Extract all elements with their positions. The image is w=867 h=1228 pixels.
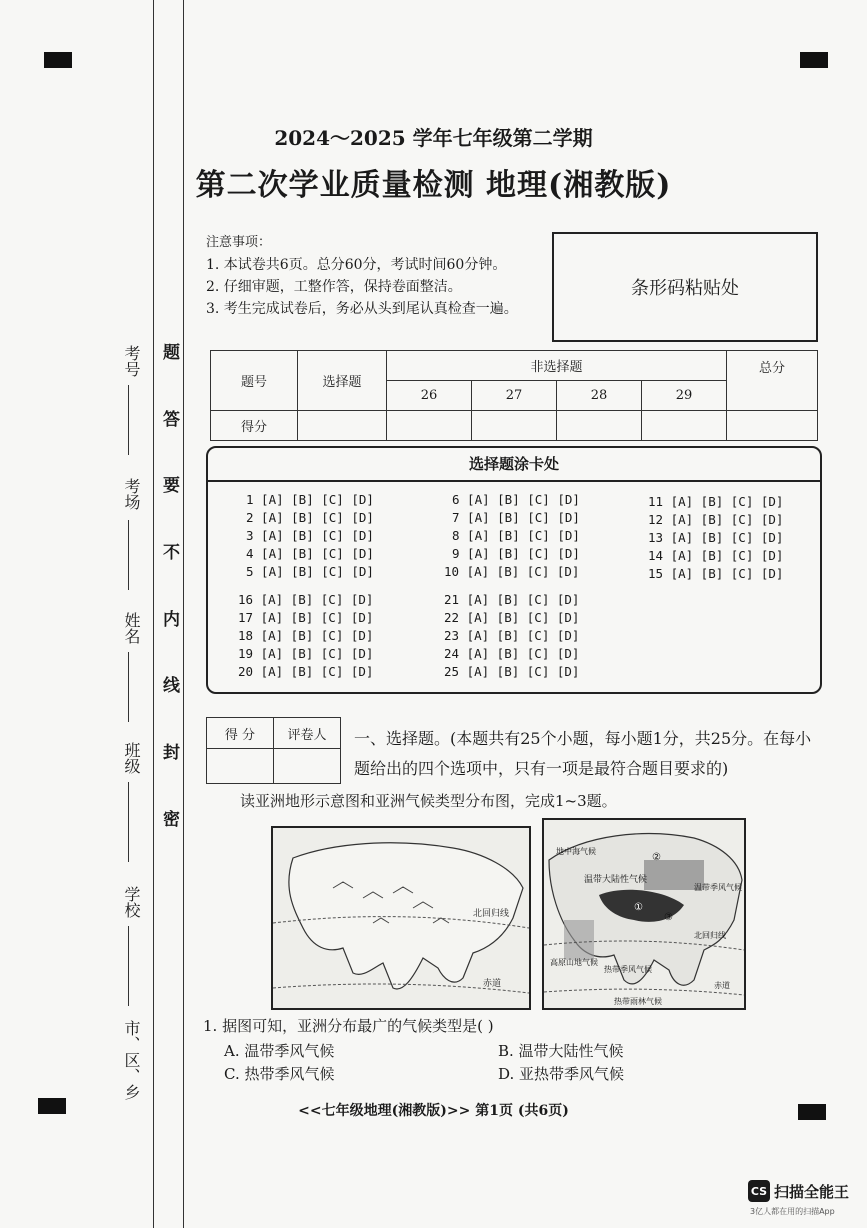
map-label-highland: 高原山地气候 <box>550 958 598 967</box>
option-b[interactable]: B. 温带大陆性气候 <box>498 1042 624 1060</box>
map-label-mediterranean: 地中海气候 <box>556 847 596 856</box>
label-exam-number: 考号 <box>122 345 141 377</box>
seal-char: 要 <box>159 476 179 493</box>
q-number: 28 <box>557 381 642 411</box>
answer-row[interactable]: 10 [A] [B] [C] [D] <box>444 564 580 579</box>
label-exam-room: 考场 <box>122 478 141 510</box>
notes-item: 1. 本试卷共6页。总分60分，考试时间60分钟。 <box>206 257 507 273</box>
registration-mark-top-right <box>800 52 828 68</box>
answer-row[interactable]: 20 [A] [B] [C] [D] <box>238 664 374 679</box>
header-question-no: 题号 <box>211 351 298 411</box>
scanner-slogan: 3亿人都在用的扫描App <box>750 1207 835 1216</box>
barcode-area <box>552 232 818 342</box>
exam-year-line: 2024～2025 学年七年级第二学期 <box>274 126 593 150</box>
answer-row[interactable]: 15 [A] [B] [C] [D] <box>648 566 784 581</box>
seal-char: 内 <box>159 610 179 627</box>
score-table <box>210 350 818 441</box>
map-label-tropical-monsoon: 热带季风气候 <box>604 965 652 974</box>
exam-number-field[interactable] <box>128 385 129 455</box>
map-label-temperate-monsoon: 温带季风气候 <box>694 883 742 892</box>
seal-char: 题 <box>159 343 179 360</box>
option-d[interactable]: D. 亚热带季风气候 <box>498 1065 625 1083</box>
notes-block <box>206 232 518 320</box>
exam-room-field[interactable] <box>128 520 129 590</box>
seal-char: 密 <box>159 810 179 827</box>
grader-table <box>206 717 341 784</box>
map-marker-2: ② <box>652 852 661 863</box>
map-marker-1: ① <box>634 902 643 913</box>
answer-row[interactable]: 25 [A] [B] [C] [D] <box>444 664 580 679</box>
answer-row[interactable]: 16 [A] [B] [C] [D] <box>238 592 374 607</box>
answer-row[interactable]: 13 [A] [B] [C] [D] <box>648 530 784 545</box>
grader-score-label: 得 分 <box>207 718 274 749</box>
seal-char: 不 <box>159 543 179 560</box>
map-label-tropic-right: 北回归线 <box>694 931 726 940</box>
answer-row[interactable]: 9 [A] [B] [C] [D] <box>452 546 580 561</box>
notes-heading: 注意事项： <box>206 235 272 250</box>
notes-item: 2. 仔细审题，工整作答，保持卷面整洁。 <box>206 279 462 295</box>
asia-terrain-map <box>271 826 531 1010</box>
grader-score-cell[interactable] <box>207 749 274 784</box>
label-district: 市、区、乡 <box>122 1020 141 1100</box>
option-c[interactable]: C. 热带季风气候 <box>224 1065 335 1083</box>
grader-name-label: 评卷人 <box>274 718 341 749</box>
label-name: 姓名 <box>122 612 141 644</box>
answer-row[interactable]: 2 [A] [B] [C] [D] <box>246 510 374 525</box>
answer-row[interactable]: 1 [A] [B] [C] [D] <box>246 492 374 507</box>
scanner-watermark <box>748 1180 849 1202</box>
class-field[interactable] <box>128 782 129 862</box>
map-label-tropical-rainforest: 热带雨林气候 <box>614 997 662 1006</box>
answer-row[interactable]: 18 [A] [B] [C] [D] <box>238 628 374 643</box>
answer-row[interactable]: 4 [A] [B] [C] [D] <box>246 546 374 561</box>
map-label-temperate-continental: 温带大陆性气候 <box>584 875 648 885</box>
answer-row[interactable]: 21 [A] [B] [C] [D] <box>444 592 580 607</box>
option-a[interactable]: A. 温带季风气候 <box>224 1042 335 1060</box>
label-school: 学校 <box>122 886 141 918</box>
q-number: 26 <box>387 381 472 411</box>
answer-row[interactable]: 23 [A] [B] [C] [D] <box>444 628 580 643</box>
score-cell[interactable] <box>472 411 557 441</box>
header-nonchoice: 非选择题 <box>387 351 727 381</box>
asia-terrain-drawing <box>273 828 529 1008</box>
map-label-equator-right: 赤道 <box>714 981 730 990</box>
row-score-label: 得分 <box>211 411 298 441</box>
header-total: 总分 <box>727 351 818 411</box>
header-choice: 选择题 <box>298 351 387 411</box>
map-marker-3: ③ <box>664 912 673 923</box>
school-field[interactable] <box>128 926 129 1006</box>
answer-row[interactable]: 24 [A] [B] [C] [D] <box>444 646 580 661</box>
scanner-logo-icon: CS <box>748 1180 770 1202</box>
answer-row[interactable]: 5 [A] [B] [C] [D] <box>246 564 374 579</box>
question-1-stem: 1. 据图可知，亚洲分布最广的气候类型是( ) <box>203 1017 494 1035</box>
seal-char: 线 <box>159 676 179 693</box>
label-class: 班级 <box>122 742 141 774</box>
reading-prompt: 读亚洲地形示意图和亚洲气候类型分布图，完成1~3题。 <box>240 792 617 810</box>
answer-card-title: 选择题涂卡处 <box>208 448 820 482</box>
score-cell[interactable] <box>557 411 642 441</box>
exam-title: 第二次学业质量检测 地理(湘教版) <box>195 168 672 203</box>
section-one-heading: 一、选择题。(本题共有25个小题，每小题1分，共25分。在每小题给出的四个选项中，只有一项是最符合题目要求的) <box>354 729 812 778</box>
score-cell[interactable] <box>298 411 387 441</box>
answer-row[interactable]: 11 [A] [B] [C] [D] <box>648 494 784 509</box>
registration-mark-top-left <box>44 52 72 68</box>
answer-row[interactable]: 6 [A] [B] [C] [D] <box>452 492 580 507</box>
answer-row[interactable]: 14 [A] [B] [C] [D] <box>648 548 784 563</box>
answer-row[interactable]: 19 [A] [B] [C] [D] <box>238 646 374 661</box>
answer-card <box>206 446 822 694</box>
answer-row[interactable]: 12 [A] [B] [C] [D] <box>648 512 784 527</box>
score-cell[interactable] <box>642 411 727 441</box>
name-field[interactable] <box>128 652 129 722</box>
answer-row[interactable]: 3 [A] [B] [C] [D] <box>246 528 374 543</box>
asia-climate-map <box>542 818 746 1010</box>
q-number: 27 <box>472 381 557 411</box>
answer-row[interactable]: 7 [A] [B] [C] [D] <box>452 510 580 525</box>
answer-row[interactable]: 8 [A] [B] [C] [D] <box>452 528 580 543</box>
map-label-equator: 赤道 <box>483 979 502 989</box>
score-cell[interactable] <box>387 411 472 441</box>
answer-row[interactable]: 17 [A] [B] [C] [D] <box>238 610 374 625</box>
scanner-name: 扫描全能王 <box>774 1182 850 1201</box>
page-footer: <<七年级地理(湘教版)>> 第1页 (共6页) <box>298 1103 569 1119</box>
notes-item: 3. 考生完成试卷后，务必从头到尾认真检查一遍。 <box>206 301 518 317</box>
seal-char: 封 <box>159 743 179 760</box>
barcode-label: 条形码粘贴处 <box>631 278 739 299</box>
asia-climate-drawing <box>544 820 744 1008</box>
q-number: 29 <box>642 381 727 411</box>
map-label-tropic: 北回归线 <box>473 909 510 919</box>
seal-char: 答 <box>159 410 179 427</box>
grader-name-cell[interactable] <box>274 749 341 784</box>
answer-row[interactable]: 22 [A] [B] [C] [D] <box>444 610 580 625</box>
score-cell[interactable] <box>727 411 818 441</box>
